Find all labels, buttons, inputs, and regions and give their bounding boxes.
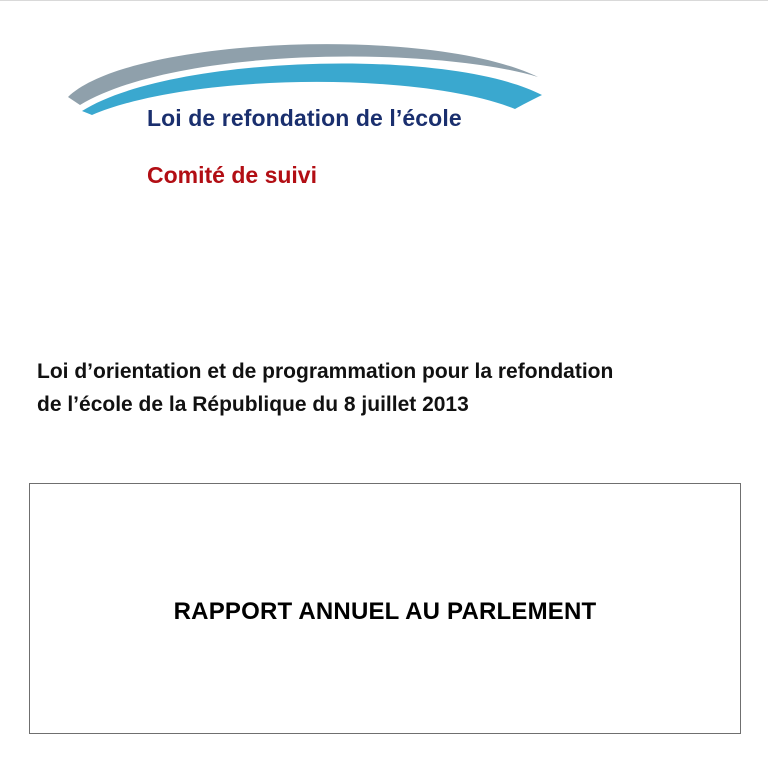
law-title-line-2: de l’école de la République du 8 juillet 2013 (37, 393, 469, 416)
law-title-line-1: Loi d’orientation et de programmation pour la refondation (37, 360, 614, 383)
logo-title: Loi de refondation de l’école (147, 105, 462, 131)
law-title (37, 355, 737, 421)
logo-subtitle: Comité de suivi (147, 162, 317, 188)
report-title-box (29, 483, 741, 734)
report-title: RAPPORT ANNUEL AU PARLEMENT (173, 598, 597, 625)
